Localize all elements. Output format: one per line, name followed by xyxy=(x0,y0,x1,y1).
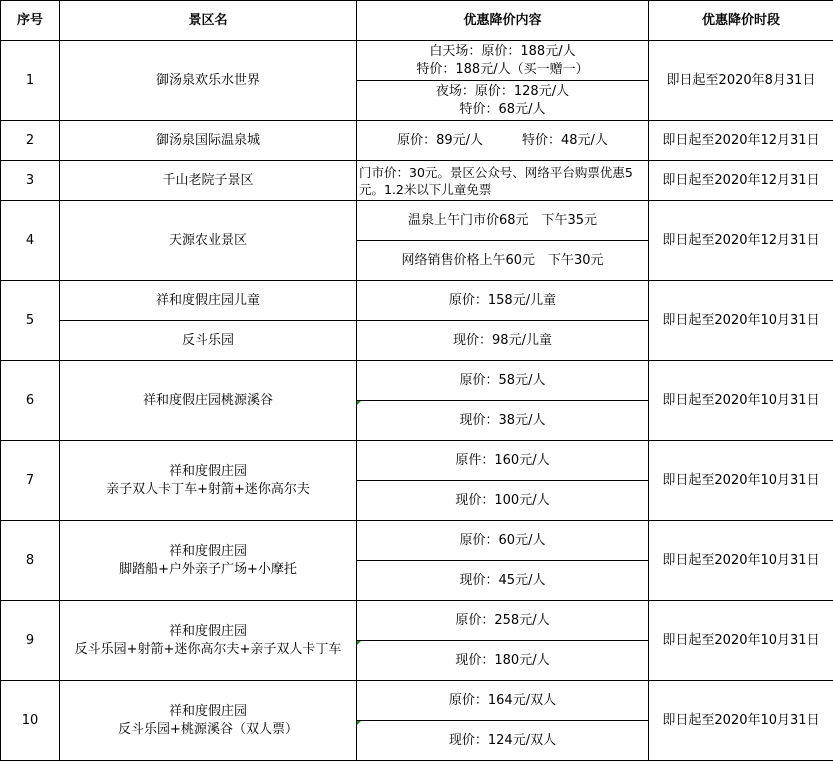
row-no: 8 xyxy=(1,521,60,601)
row-no: 5 xyxy=(1,281,60,361)
content-line: 原价：158元/儿童 xyxy=(448,292,557,308)
row-period: 即日起至2020年12月31日 xyxy=(649,201,833,281)
row-name: 祥和度假庄园桃源溪谷 xyxy=(60,361,357,441)
row-period: 即日起至2020年10月31日 xyxy=(649,681,833,761)
table-row xyxy=(1,441,833,521)
row-no: 6 xyxy=(1,361,60,441)
content-line: 原价：164元/双人 xyxy=(448,692,557,708)
content-line: 原价：258元/人 xyxy=(455,612,550,628)
content-line: 特价：68元/人 xyxy=(459,101,546,117)
row-no: 3 xyxy=(1,161,60,201)
name-line: 反斗乐园+射箭+迷你高尔夫+亲子双人卡丁车 xyxy=(74,641,342,657)
row-content: 门市价：30元。景区公众号、网络平台购票优惠5元。1.2米以下儿童免票 xyxy=(357,161,649,201)
name-line: 反斗乐园 xyxy=(181,332,234,348)
table-row xyxy=(1,121,833,161)
name-line: 亲子双人卡丁车+射箭+迷你高尔夫 xyxy=(106,481,310,497)
table-row xyxy=(1,201,833,281)
table-row xyxy=(1,521,833,601)
content-line: 现价：98元/儿童 xyxy=(453,332,552,348)
row-no: 2 xyxy=(1,121,60,161)
table-row xyxy=(1,161,833,201)
content-line: 夜场：原价：128元/人 xyxy=(435,83,570,99)
name-line: 脚踏船+户外亲子广场+小摩托 xyxy=(119,561,297,577)
row-content xyxy=(357,41,649,121)
name-line: 祥和度假庄园 xyxy=(168,463,247,479)
name-line: 祥和度假庄园 xyxy=(168,703,247,719)
content-line: 温泉上午门市价68元 下午35元 xyxy=(407,212,598,228)
row-period: 即日起至2020年12月31日 xyxy=(649,121,833,161)
content-line: 现价：100元/人 xyxy=(455,492,550,508)
header-period: 优惠降价时段 xyxy=(649,1,833,41)
row-period: 即日起至2020年10月31日 xyxy=(649,441,833,521)
table-row xyxy=(1,41,833,121)
row-content xyxy=(357,201,649,281)
content-line: 网络销售价格上午60元 下午30元 xyxy=(401,252,604,268)
row-name: 天源农业景区 xyxy=(60,201,357,281)
row-name: 御汤泉欢乐水世界 xyxy=(60,41,357,121)
row-period: 即日起至2020年12月31日 xyxy=(649,161,833,201)
row-content xyxy=(357,281,649,361)
row-no: 4 xyxy=(1,201,60,281)
table-row xyxy=(1,601,833,681)
header-no: 序号 xyxy=(1,1,60,41)
content-line: 白天场：原价：188元/人 xyxy=(429,43,576,59)
row-name: 御汤泉国际温泉城 xyxy=(60,121,357,161)
row-content: 原价：89元/人 特价：48元/人 xyxy=(357,121,649,161)
row-no: 9 xyxy=(1,601,60,681)
name-line: 祥和度假庄园 xyxy=(168,543,247,559)
name-line: 反斗乐园+桃源溪谷（双人票） xyxy=(118,721,298,737)
row-period: 即日起至2020年10月31日 xyxy=(649,521,833,601)
row-no: 1 xyxy=(1,41,60,121)
row-period: 即日起至2020年10月31日 xyxy=(649,281,833,361)
row-period: 即日起至2020年10月31日 xyxy=(649,361,833,441)
row-period: 即日起至2020年8月31日 xyxy=(649,41,833,121)
row-content xyxy=(357,601,649,681)
table-row xyxy=(1,281,833,361)
row-name xyxy=(60,601,357,681)
header-name: 景区名 xyxy=(60,1,357,41)
table-row xyxy=(1,681,833,761)
row-name xyxy=(60,281,357,361)
name-line: 祥和度假庄园儿童 xyxy=(155,292,260,308)
content-line: 现价：180元/人 xyxy=(455,652,550,668)
content-line: 现价：38元/人 xyxy=(459,412,546,428)
header-content: 优惠降价内容 xyxy=(357,1,649,41)
row-content xyxy=(357,681,649,761)
row-no: 7 xyxy=(1,441,60,521)
content-line: 原件：160元/人 xyxy=(455,452,550,468)
name-line: 祥和度假庄园 xyxy=(168,623,247,639)
row-period: 即日起至2020年10月31日 xyxy=(649,601,833,681)
row-name xyxy=(60,681,357,761)
row-name xyxy=(60,521,357,601)
content-line: 特价：188元/人（买一赠一） xyxy=(416,61,589,77)
row-content xyxy=(357,361,649,441)
content-line: 原价：58元/人 xyxy=(459,372,546,388)
table-row xyxy=(1,361,833,441)
row-name: 千山老院子景区 xyxy=(60,161,357,201)
content-line: 现价：45元/人 xyxy=(459,572,546,588)
row-content xyxy=(357,441,649,521)
row-content xyxy=(357,521,649,601)
row-name xyxy=(60,441,357,521)
content-line: 原价：60元/人 xyxy=(459,532,546,548)
row-no: 10 xyxy=(1,681,60,761)
content-line: 现价：124元/双人 xyxy=(448,732,557,748)
header-row xyxy=(1,1,833,41)
